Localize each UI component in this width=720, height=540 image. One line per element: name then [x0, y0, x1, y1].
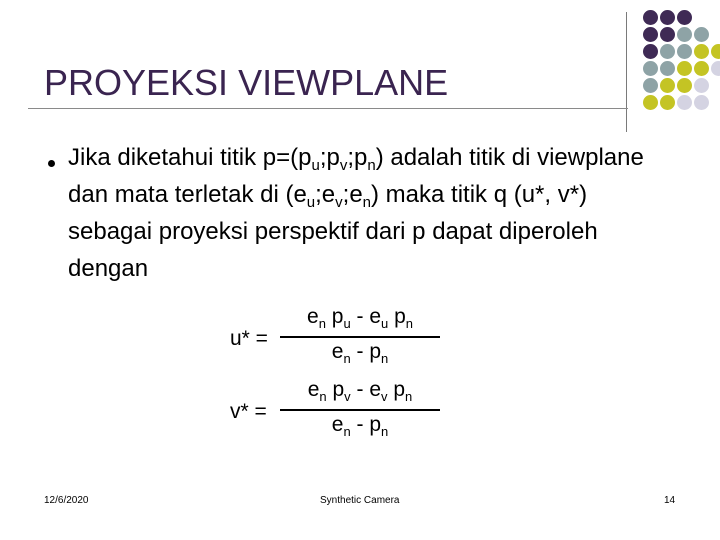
fraction-bar	[280, 336, 440, 338]
decor-dot	[660, 27, 675, 42]
decor-dot	[694, 44, 709, 59]
decor-dot	[643, 95, 658, 110]
decor-dot	[677, 95, 692, 110]
decor-dot	[660, 95, 675, 110]
decor-dot	[643, 10, 658, 25]
formula-numerator: $e_n$ $p_v - e_v$ $p_n$	[307, 378, 413, 404]
title-divider-vertical	[626, 12, 627, 132]
formula-numerator: $e_n$ $p_u - e_u$ $p_n$	[307, 305, 413, 331]
decor-dot	[660, 10, 675, 25]
decor-dot	[643, 44, 658, 59]
decor-dot	[677, 10, 692, 25]
formula-v-star	[200, 375, 460, 455]
formula-denominator: $e_n - p_n$	[331, 413, 389, 439]
decor-dot	[643, 78, 658, 93]
decor-dot	[694, 95, 709, 110]
title-underline	[28, 108, 628, 109]
formula-denominator: $e_n - p_n$	[331, 340, 389, 366]
bullet-icon	[48, 160, 55, 167]
decor-dot	[643, 27, 658, 42]
decor-dot	[711, 44, 720, 59]
bullet-text: Jika diketahui titik $p=(p_u;p_v;p_n)$ adalah titik di viewplane dan mata terletak di $(e_u;e_v;e_n)$ maka titik q (u*, v*) sebagai proyeksi perspektif dari p dapat diperoleh dengan	[68, 144, 644, 282]
footer-title: Synthetic Camera	[320, 495, 400, 506]
decor-dot	[660, 61, 675, 76]
decor-dot	[694, 78, 709, 93]
decor-dot	[643, 61, 658, 76]
decor-dot	[677, 27, 692, 42]
footer-date: 12/6/2020	[44, 495, 89, 506]
decor-dot	[660, 44, 675, 59]
decor-dot	[660, 78, 675, 93]
decor-dot	[711, 61, 720, 76]
slide-title: PROYEKSI VIEWPLANE	[44, 62, 449, 103]
fraction-bar	[280, 409, 440, 411]
decor-dot	[677, 44, 692, 59]
footer-page-number: 14	[664, 495, 676, 506]
formula-lhs: v* =	[230, 400, 267, 423]
decor-dot	[694, 27, 709, 42]
decor-dot	[694, 61, 709, 76]
decorative-dot-grid	[640, 10, 720, 120]
decor-dot	[677, 78, 692, 93]
formula-u-star	[200, 302, 460, 382]
formula-lhs: u* =	[230, 327, 268, 350]
decor-dot	[677, 61, 692, 76]
